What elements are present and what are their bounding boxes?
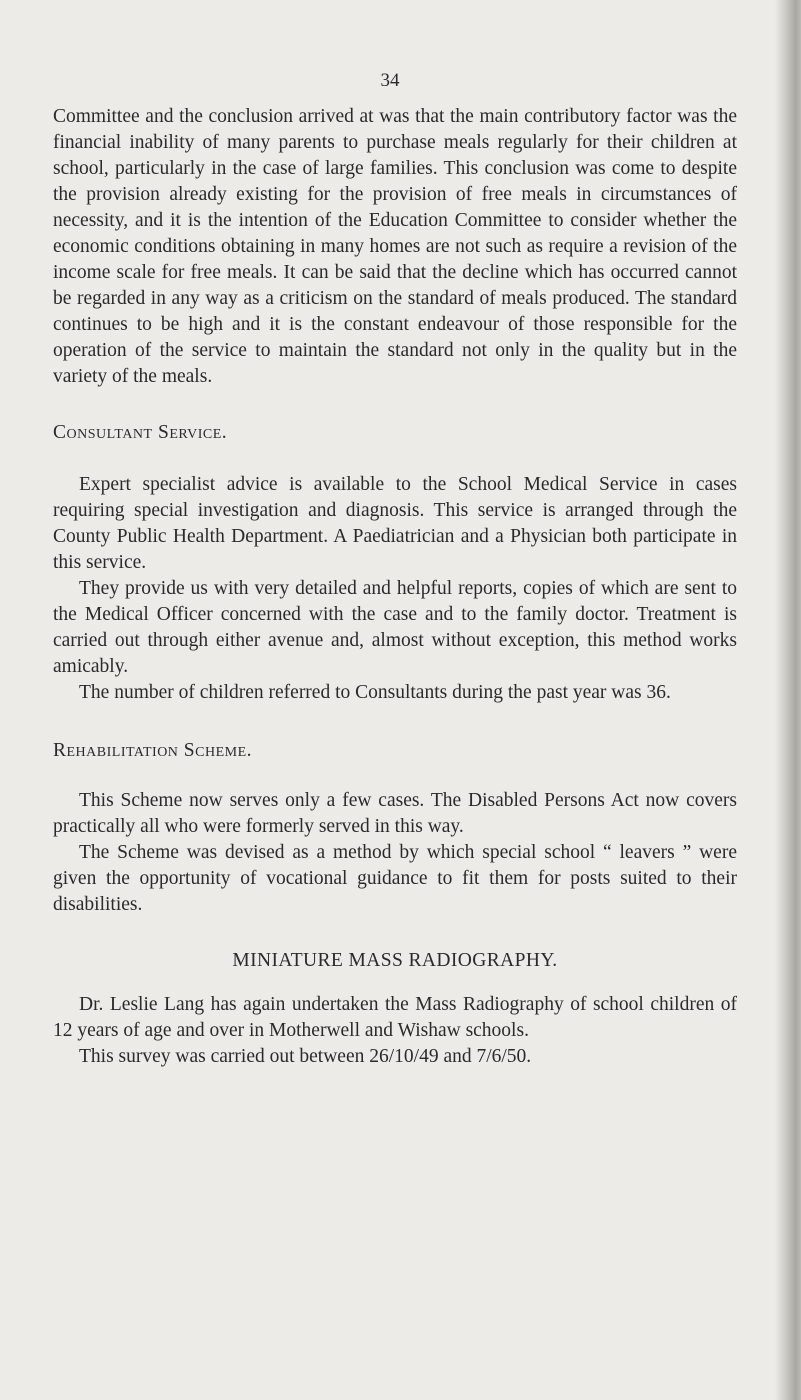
radiography-heading: MINIATURE MASS RADIOGRAPHY. [232,950,558,971]
consultant-paragraph-1: Expert specialist advice is available to the School Medical Service in cases requiring special investigation and diagnosis. This service is arranged through the County Public Health Department. A Paediatrician and a Physician both participate in this service. [53,474,737,573]
page-edge-shadow [775,0,801,1400]
radiography-paragraph-2: This survey was carried out between 26/10/49 and 7/6/50. [79,1046,532,1067]
rehabilitation-paragraph-2: The Scheme was devised as a method by which special school “ leavers ” were given the opportunity of vocational guidance to fit them for posts suited to their disabilities. [53,842,737,915]
rehabilitation-scheme-heading: Rehabilitation Scheme. [53,740,253,761]
document-page [53,70,737,1070]
consultant-paragraph-2: They provide us with very detailed and helpful reports, copies of which are sent to the Medical Officer concerned with the case and to the family doctor. Treatment is carried out through either avenue and, almost without exception, this method works amicably. [53,578,737,677]
page-number: 34 [380,70,400,91]
consultant-paragraph-3: The number of children referred to Consultants during the past year was 36. [79,682,671,703]
intro-paragraph: Committee and the conclusion arrived at was that the main contributory factor was the financial inability of many parents to purchase meals regularly for their children at school, particularly in the case of large families. This conclusion was come to despite the provision already existing for the provision of free meals in circumstances of necessity, and it is the intention of the Education Committee to consider whether the economic conditions obtaining in many homes are not such as require a revision of the income scale for free meals. It can be said that the decline which has occurred cannot be regarded in any way as a criticism on the standard of meals produced. The standard continues to be high and it is the constant endeavour of those responsible for the operation of the service to maintain the standard not only in the quality but in the variety of the meals. [53,106,737,387]
consultant-service-heading: Consultant Service. [53,422,228,443]
rehabilitation-paragraph-1: This Scheme now serves only a few cases. The Disabled Persons Act now covers practically all who were formerly served in this way. [53,790,737,837]
radiography-paragraph-1: Dr. Leslie Lang has again undertaken the Mass Radiography of school children of 12 years of age and over in Motherwell and Wishaw schools. [53,994,737,1041]
